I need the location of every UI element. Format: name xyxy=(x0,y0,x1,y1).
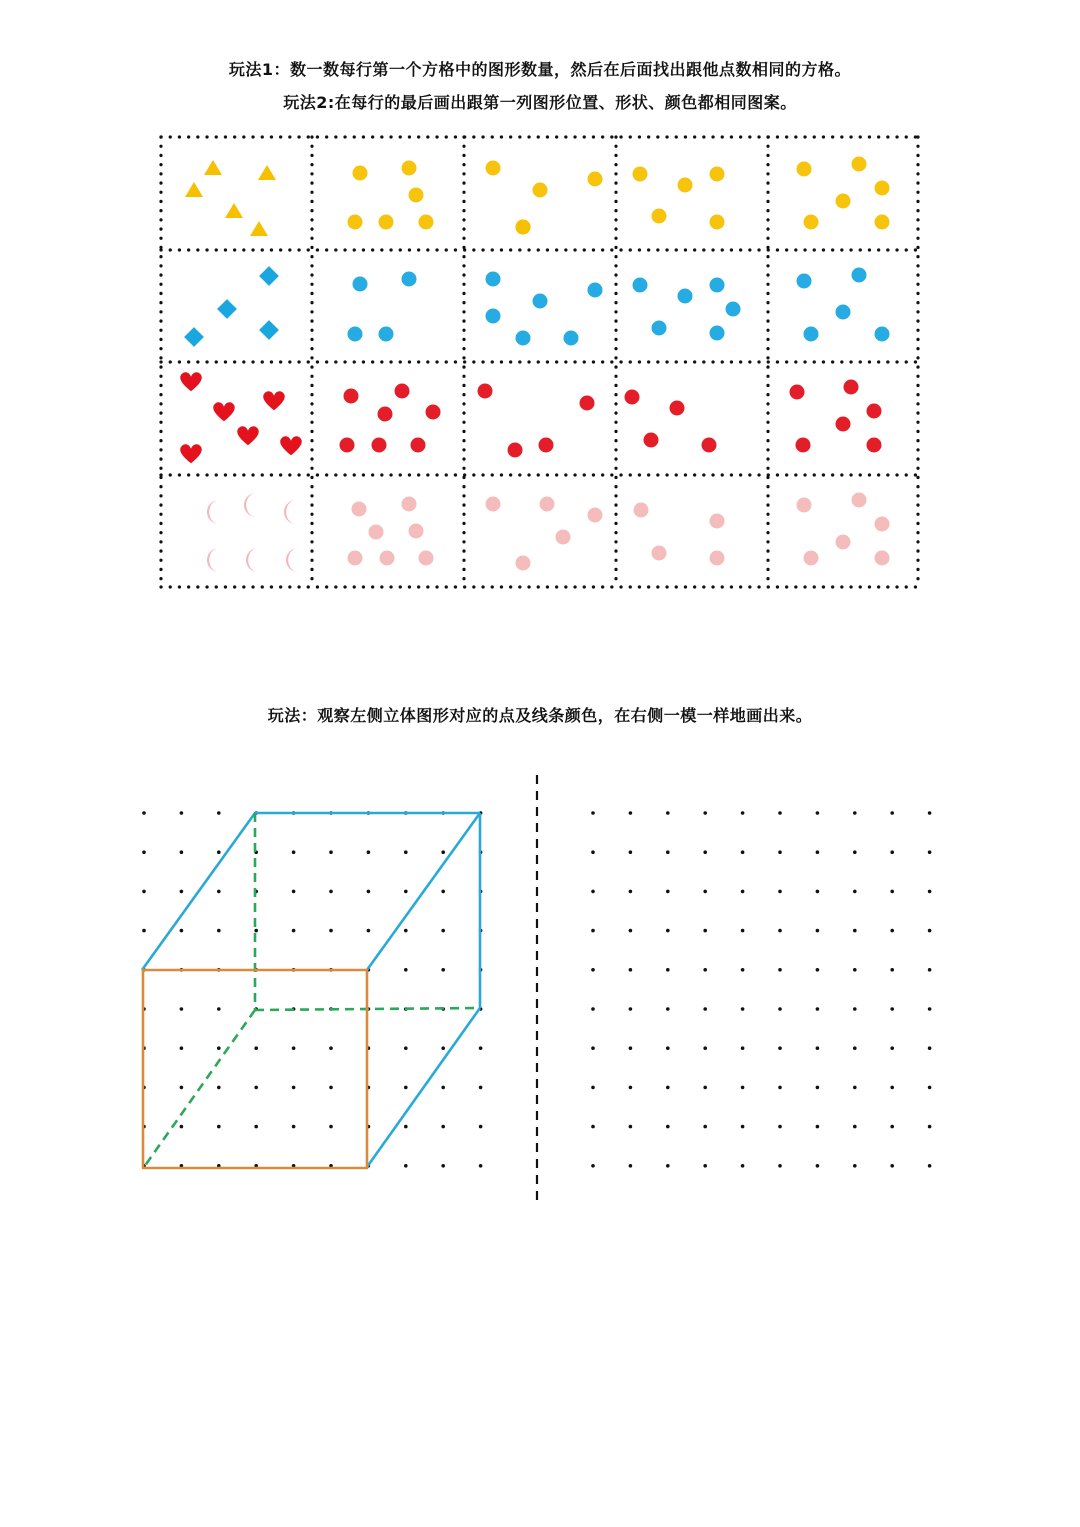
left-grid-dot xyxy=(367,850,371,854)
crescent-icon xyxy=(244,493,256,517)
right-grid-dot xyxy=(666,929,670,933)
dot xyxy=(533,183,548,198)
left-grid-dot xyxy=(217,1046,221,1050)
left-grid-dot xyxy=(142,811,146,815)
dot xyxy=(353,166,368,181)
dot xyxy=(540,497,555,512)
left-grid-dot xyxy=(217,1086,221,1090)
right-grid-dot xyxy=(703,1007,707,1011)
row-3-dot-cell-2 xyxy=(478,384,595,458)
dot xyxy=(804,551,819,566)
left-grid-dot xyxy=(441,1125,445,1129)
dot xyxy=(426,405,441,420)
right-grid-dot xyxy=(890,811,894,815)
left-grid-dot xyxy=(180,811,184,815)
right-grid-dot xyxy=(816,1007,820,1011)
left-grid-dot xyxy=(441,850,445,854)
dot xyxy=(478,384,493,399)
heart-icon xyxy=(237,426,259,445)
right-grid-dot xyxy=(629,1007,633,1011)
right-grid-dot xyxy=(853,1046,857,1050)
right-grid-dot xyxy=(591,1164,595,1168)
dot xyxy=(670,401,685,416)
row-2-dot-cell-3 xyxy=(633,278,741,341)
right-grid-dot xyxy=(778,1164,782,1168)
left-grid-dot xyxy=(292,850,296,854)
heart-icon xyxy=(213,402,235,421)
right-grid-dot xyxy=(853,1164,857,1168)
right-grid-dot xyxy=(816,1164,820,1168)
right-grid-dot xyxy=(741,1125,745,1129)
dot xyxy=(796,438,811,453)
dot xyxy=(348,327,363,342)
right-grid-dot xyxy=(778,1086,782,1090)
right-grid-dot xyxy=(741,890,745,894)
left-grid-dot xyxy=(404,929,408,933)
dot xyxy=(652,209,667,224)
left-grid-dot xyxy=(292,1046,296,1050)
left-grid-dot xyxy=(479,1164,483,1168)
dot xyxy=(380,551,395,566)
right-grid-dot xyxy=(629,890,633,894)
left-grid-dot xyxy=(404,968,408,972)
right-grid-dot xyxy=(853,811,857,815)
left-grid-dot xyxy=(329,929,333,933)
left-grid-dot xyxy=(217,811,221,815)
right-grid-dot xyxy=(629,1164,633,1168)
left-grid-dot xyxy=(142,929,146,933)
row-1-dot-cell-4 xyxy=(797,157,890,230)
dot xyxy=(486,161,501,176)
right-grid-dot xyxy=(629,1086,633,1090)
crescent-icon xyxy=(207,548,219,572)
left-grid-dot xyxy=(329,1125,333,1129)
right-grid-dot xyxy=(741,1007,745,1011)
dot xyxy=(402,497,417,512)
row-4-dot-cell-4 xyxy=(797,493,890,566)
left-grid-dot xyxy=(292,890,296,894)
row-3-dot-cell-3 xyxy=(625,390,717,453)
left-grid-dot xyxy=(180,1046,184,1050)
right-grid-dot xyxy=(629,1046,633,1050)
right-grid-dot xyxy=(591,890,595,894)
heart-icon xyxy=(263,391,285,410)
dot xyxy=(702,438,717,453)
left-grid-dot xyxy=(329,1046,333,1050)
left-grid-dot xyxy=(180,1125,184,1129)
left-grid-dot xyxy=(142,890,146,894)
right-grid-dot xyxy=(591,1046,595,1050)
right-grid-dot xyxy=(666,890,670,894)
right-grid-dot xyxy=(890,1046,894,1050)
dot xyxy=(539,438,554,453)
left-grid-dot xyxy=(404,850,408,854)
right-grid-dot xyxy=(890,929,894,933)
left-grid-dot xyxy=(180,890,184,894)
right-grid-dot xyxy=(591,929,595,933)
left-grid-dot xyxy=(254,929,258,933)
left-grid-dot xyxy=(142,850,146,854)
right-grid-dot xyxy=(666,1164,670,1168)
right-grid-dot xyxy=(591,1125,595,1129)
right-grid-dot xyxy=(816,929,820,933)
dot xyxy=(379,215,394,230)
dot xyxy=(836,535,851,550)
left-grid-dot xyxy=(217,1125,221,1129)
dot xyxy=(556,530,571,545)
row-2-dot-cell-2 xyxy=(486,272,603,346)
crescent-icon xyxy=(286,548,298,572)
dot xyxy=(726,302,741,317)
row-1-dot-cell-2 xyxy=(486,161,603,235)
right-grid-dot xyxy=(853,850,857,854)
dot xyxy=(797,498,812,513)
left-grid-dot xyxy=(254,1086,258,1090)
left-grid-dot xyxy=(367,929,371,933)
right-grid-dot xyxy=(741,968,745,972)
dot xyxy=(533,294,548,309)
dot xyxy=(678,289,693,304)
right-grid-dot xyxy=(890,890,894,894)
dot xyxy=(836,194,851,209)
dot xyxy=(797,162,812,177)
dot xyxy=(352,502,367,517)
dot xyxy=(797,274,812,289)
cube-hidden-edges xyxy=(144,813,480,1167)
crescent-icon xyxy=(284,500,296,524)
dot xyxy=(378,407,393,422)
row-4-dot-cell-2 xyxy=(486,497,603,571)
left-grid-dot xyxy=(217,1007,221,1011)
right-grid-dot xyxy=(666,1007,670,1011)
right-grid-dot xyxy=(741,1046,745,1050)
left-grid-dot xyxy=(367,890,371,894)
right-grid-dot xyxy=(928,1007,932,1011)
dot xyxy=(875,215,890,230)
right-grid-dot xyxy=(816,1125,820,1129)
dot xyxy=(411,438,426,453)
right-grid-dot xyxy=(928,850,932,854)
right-grid-dot xyxy=(853,1086,857,1090)
right-grid-dot xyxy=(666,968,670,972)
right-grid-dot xyxy=(816,1086,820,1090)
instruction-2: 玩法2:在每行的最后画出跟第一列图形位置、形状、颜色都相同图案。 xyxy=(283,93,797,112)
right-grid-dot xyxy=(778,850,782,854)
row-3-dot-cell-1 xyxy=(340,384,441,453)
right-grid-dot xyxy=(816,850,820,854)
right-grid-dot xyxy=(629,1125,633,1129)
left-grid-dot xyxy=(479,1125,483,1129)
row-4-dot-cell-3 xyxy=(634,503,725,566)
right-grid-dot xyxy=(741,929,745,933)
dot xyxy=(409,188,424,203)
dot xyxy=(678,178,693,193)
dot xyxy=(580,396,595,411)
left-grid-dot xyxy=(217,929,221,933)
right-grid-dot xyxy=(629,929,633,933)
right-grid-dot xyxy=(778,968,782,972)
right-grid-dot xyxy=(591,1086,595,1090)
right-grid-dot xyxy=(928,1164,932,1168)
left-grid-dot xyxy=(404,1086,408,1090)
dot xyxy=(710,278,725,293)
left-grid-dot xyxy=(180,850,184,854)
right-grid-dot xyxy=(928,929,932,933)
left-grid-dot xyxy=(441,929,445,933)
row-3-reference-cell xyxy=(180,372,302,463)
triangle-icon xyxy=(250,221,268,236)
crescent-icon xyxy=(207,500,219,524)
dot xyxy=(486,497,501,512)
left-grid-dot xyxy=(404,890,408,894)
right-grid-dot xyxy=(853,1125,857,1129)
row-1-reference-cell xyxy=(185,160,276,236)
left-grid-dot xyxy=(441,890,445,894)
dot xyxy=(804,327,819,342)
dot xyxy=(372,438,387,453)
dot xyxy=(710,514,725,529)
dot xyxy=(852,157,867,172)
right-grid-dot xyxy=(853,890,857,894)
cube-drawing xyxy=(142,813,480,1168)
right-grid-dot xyxy=(928,1125,932,1129)
dot xyxy=(633,167,648,182)
left-grid-dot xyxy=(292,1086,296,1090)
left-grid-dot xyxy=(180,929,184,933)
dot xyxy=(710,326,725,341)
row-4-reference-cell xyxy=(207,493,298,572)
right-grid-dot xyxy=(629,850,633,854)
row-4-dot-cell-1 xyxy=(348,497,434,566)
right-grid-dot xyxy=(853,968,857,972)
dot xyxy=(369,525,384,540)
right-grid-dot xyxy=(928,1046,932,1050)
dot xyxy=(588,283,603,298)
right-grid-dot xyxy=(703,890,707,894)
left-grid-dot xyxy=(479,1086,483,1090)
instruction-1: 玩法1：数一数每行第一个方格中的图形数量，然后在后面找出跟他点数相同的方格。 xyxy=(228,60,852,79)
dot xyxy=(564,331,579,346)
right-grid-dot xyxy=(778,811,782,815)
row-1-dot-cell-3 xyxy=(633,167,725,230)
right-grid-dot xyxy=(703,811,707,815)
right-grid-dot xyxy=(928,811,932,815)
row-2-dot-cell-4 xyxy=(797,268,890,342)
dot xyxy=(790,385,805,400)
left-grid-dot xyxy=(329,850,333,854)
right-grid-dot xyxy=(853,1007,857,1011)
right-grid-dot xyxy=(591,1007,595,1011)
dot xyxy=(867,438,882,453)
right-grid-dot xyxy=(778,890,782,894)
right-grid-dot xyxy=(591,968,595,972)
crescent-icon xyxy=(246,548,258,572)
dot xyxy=(340,438,355,453)
right-grid-dot xyxy=(816,968,820,972)
right-grid-dot xyxy=(890,1086,894,1090)
right-grid-dot xyxy=(890,1164,894,1168)
dot xyxy=(844,380,859,395)
dot xyxy=(402,161,417,176)
right-grid-dot xyxy=(928,968,932,972)
dot xyxy=(419,551,434,566)
right-grid-dot xyxy=(703,1086,707,1090)
right-grid-dot xyxy=(778,1046,782,1050)
left-grid-dot xyxy=(404,1164,408,1168)
left-grid-dot xyxy=(254,1125,258,1129)
right-grid-dot xyxy=(703,1164,707,1168)
dot xyxy=(402,272,417,287)
dot xyxy=(419,215,434,230)
diamond-icon xyxy=(259,266,279,286)
right-grid-dot xyxy=(928,1086,932,1090)
dot xyxy=(875,517,890,532)
diamond-icon xyxy=(217,299,237,319)
dot xyxy=(516,220,531,235)
left-grid-dot xyxy=(441,1164,445,1168)
row-3-dot-cell-4 xyxy=(790,380,882,453)
heart-icon xyxy=(280,436,302,455)
dot xyxy=(634,503,649,518)
left-dot-grid xyxy=(142,811,482,1167)
right-grid-dot xyxy=(890,850,894,854)
dot xyxy=(516,331,531,346)
right-grid-dot xyxy=(703,1046,707,1050)
right-dot-grid xyxy=(591,811,931,1167)
dot xyxy=(508,443,523,458)
triangle-icon xyxy=(225,203,243,218)
left-grid-dot xyxy=(292,1125,296,1129)
cube-back-edges xyxy=(142,813,480,1167)
right-grid-dot xyxy=(890,1007,894,1011)
right-grid-dot xyxy=(778,1007,782,1011)
dot xyxy=(395,384,410,399)
diamond-icon xyxy=(259,320,279,340)
dot xyxy=(652,321,667,336)
right-grid-dot xyxy=(816,811,820,815)
right-grid-dot xyxy=(666,1046,670,1050)
right-grid-dot xyxy=(703,929,707,933)
left-grid-dot xyxy=(180,1086,184,1090)
right-grid-dot xyxy=(666,811,670,815)
dot xyxy=(652,546,667,561)
dot xyxy=(486,272,501,287)
left-grid-dot xyxy=(329,1086,333,1090)
right-grid-dot xyxy=(778,929,782,933)
right-grid-dot xyxy=(666,1086,670,1090)
dot xyxy=(348,551,363,566)
right-grid-dot xyxy=(816,890,820,894)
right-grid-dot xyxy=(666,850,670,854)
right-grid-dot xyxy=(629,968,633,972)
left-grid-dot xyxy=(217,850,221,854)
dot xyxy=(875,551,890,566)
left-grid-dot xyxy=(180,1007,184,1011)
dot xyxy=(486,309,501,324)
dot xyxy=(516,556,531,571)
dot-count-cells xyxy=(340,157,890,571)
dot xyxy=(836,305,851,320)
dot xyxy=(625,390,640,405)
right-grid-dot xyxy=(890,968,894,972)
dot xyxy=(867,404,882,419)
dot xyxy=(344,389,359,404)
row-2-reference-cell xyxy=(184,266,279,347)
left-grid-dot xyxy=(292,929,296,933)
right-grid-dot xyxy=(741,1164,745,1168)
right-grid-dot xyxy=(853,929,857,933)
right-grid-dot xyxy=(890,1125,894,1129)
left-grid-dot xyxy=(329,890,333,894)
left-grid-dot xyxy=(217,890,221,894)
right-grid-dot xyxy=(928,890,932,894)
right-grid-dot xyxy=(816,1046,820,1050)
right-grid-dot xyxy=(666,1125,670,1129)
instruction-3: 玩法：观察左侧立体图形对应的点及线条颜色，在右侧一模一样地画出来。 xyxy=(267,706,813,725)
left-grid-dot xyxy=(404,1125,408,1129)
dot xyxy=(409,524,424,539)
triangle-icon xyxy=(258,165,276,180)
triangle-icon xyxy=(204,160,222,175)
dot xyxy=(348,215,363,230)
dot xyxy=(710,167,725,182)
triangle-icon xyxy=(185,182,203,197)
dot xyxy=(588,508,603,523)
dot xyxy=(852,268,867,283)
diamond-icon xyxy=(184,327,204,347)
heart-icon xyxy=(180,444,202,463)
dot xyxy=(710,551,725,566)
left-grid-dot xyxy=(441,968,445,972)
left-grid-dot xyxy=(441,1086,445,1090)
dot xyxy=(875,327,890,342)
dot xyxy=(353,277,368,292)
right-grid-dot xyxy=(591,850,595,854)
right-grid-dot xyxy=(741,811,745,815)
left-grid-dot xyxy=(441,1046,445,1050)
dot xyxy=(836,417,851,432)
right-grid-dot xyxy=(741,1086,745,1090)
right-grid-dot xyxy=(703,1125,707,1129)
right-grid-dot xyxy=(703,850,707,854)
dot xyxy=(852,493,867,508)
counting-grid xyxy=(161,137,918,587)
right-grid-dot xyxy=(591,811,595,815)
dot xyxy=(875,181,890,196)
dot xyxy=(633,278,648,293)
left-grid-dot xyxy=(404,1046,408,1050)
left-grid-dot xyxy=(254,1046,258,1050)
right-grid-dot xyxy=(629,811,633,815)
row-2-dot-cell-1 xyxy=(348,272,417,342)
dot xyxy=(804,215,819,230)
right-grid-dot xyxy=(703,968,707,972)
dot xyxy=(588,172,603,187)
dot xyxy=(710,215,725,230)
heart-icon xyxy=(180,372,202,391)
dot xyxy=(379,327,394,342)
row-1-dot-cell-1 xyxy=(348,161,434,230)
right-grid-dot xyxy=(741,850,745,854)
left-grid-dot xyxy=(479,1046,483,1050)
dot xyxy=(644,433,659,448)
right-grid-dot xyxy=(778,1125,782,1129)
